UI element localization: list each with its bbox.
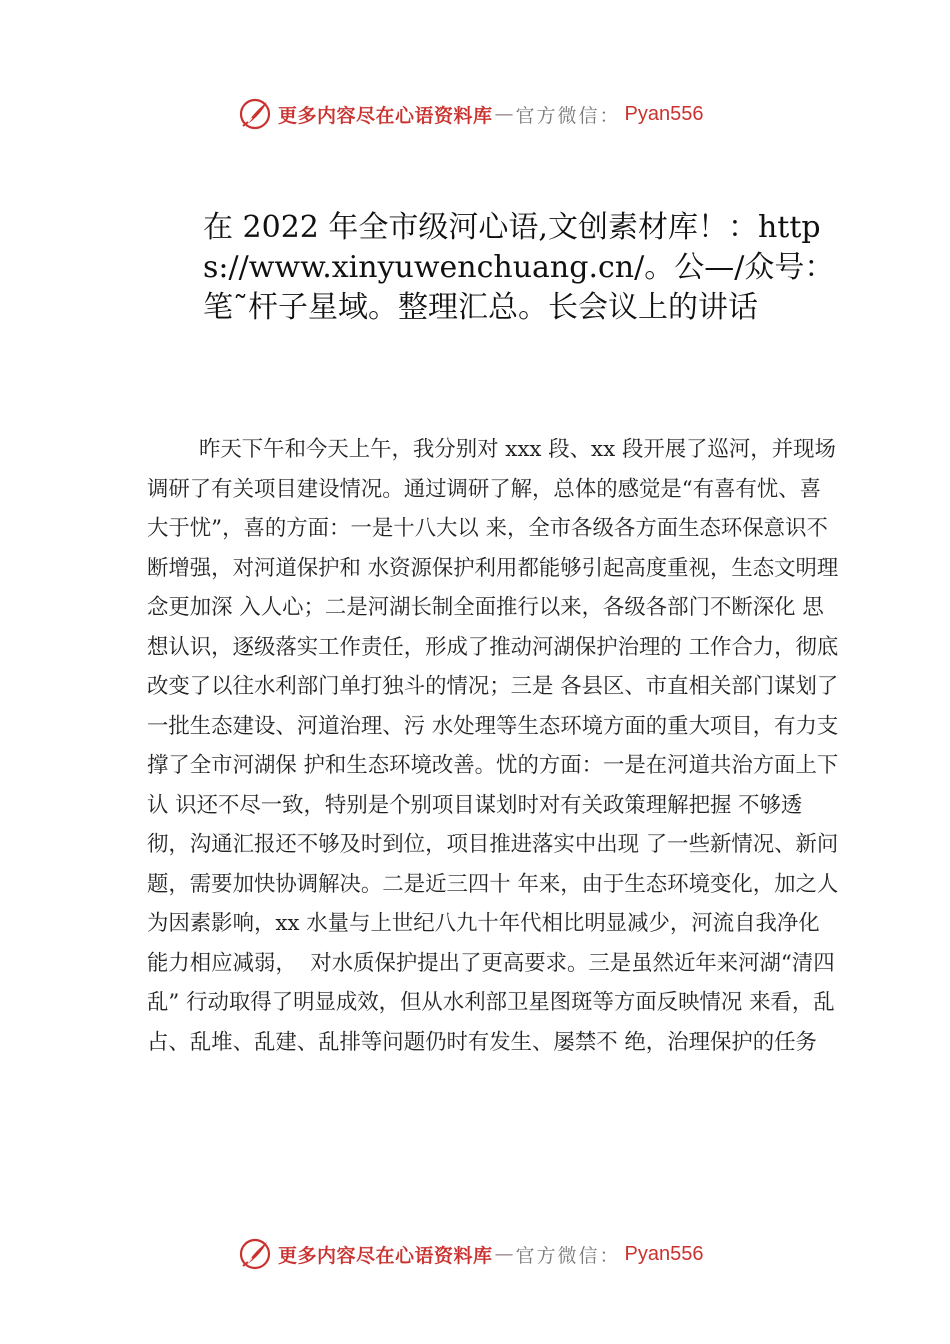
header-banner <box>238 96 704 132</box>
banner-slogan: 更多内容尽在心语资料库 <box>278 1244 493 1267</box>
banner-wechat-id: Pyan556 <box>624 1242 704 1265</box>
banner-wechat-label: 官方微信： <box>515 104 621 127</box>
banner-wechat-label: 官方微信： <box>515 1244 621 1267</box>
banner-wechat-id: Pyan556 <box>624 102 704 125</box>
banner-separator: — <box>494 1243 514 1265</box>
banner-slogan: 更多内容尽在心语资料库 <box>278 104 493 127</box>
document-body-paragraph: 昨天下午和今天上午，我分别对 xxx 段、xx 段开展了巡河，并现场调研了有关项目建设情况。通过调研了解，总体的感觉是“有喜有忧、喜大于忧”，喜的方面：一是十八大以 来，全市各级各方面生态环保意识不断增强，对河道保护和 水资源保护利用都能够引起高度重视，生态文明理念更加深 入人心；二是河湖长制全面推行以来，各级各部门不断深化 思想认识，逐级落实工作责任，形成了推动河湖保护治理的 工作合力，彻底改变了以往水利部门单打独斗的情况；三是 各县区、市直相关部门谋划了一批生态建设、河道治理、污 水处理等生态环境方面的重大项目，有力支撑了全市河湖保 护和生态环境改善。忧的方面：一是在河道共治方面上下认 识还不尽一致，特别是个别项目谋划时对有关政策理解把握 不够透彻，沟通汇报还不够及时到位，项目推进落实中出现 了一些新情况、新问题，需要加快协调解决。二是近三四十 年来，由于生态环境变化，加之人为因素影响，xx 水量与上世纪八九十年代相比明显减少，河流自我净化能力相应减弱， 对水质保护提出了更高要求。三是虽然近年来河湖“清四乱” 行动取得了明显成效，但从水利部卫星图斑等方面反映情况 来看，乱占、乱堆、乱建、乱排等问题仍时有发生、屡禁不 绝，治理保护的任务 <box>147 437 839 1055</box>
document-title: 在 2022 年全市级河心语,文创素材库！：https://www.xinyuwenchuang.cn/。公—/众号：笔˜杆子星域。整理汇总。长会议上的讲话 <box>203 210 835 325</box>
footer-banner <box>238 1236 704 1272</box>
banner-separator: — <box>494 103 514 125</box>
quill-logo-icon <box>238 97 272 131</box>
quill-logo-icon <box>238 1237 272 1271</box>
